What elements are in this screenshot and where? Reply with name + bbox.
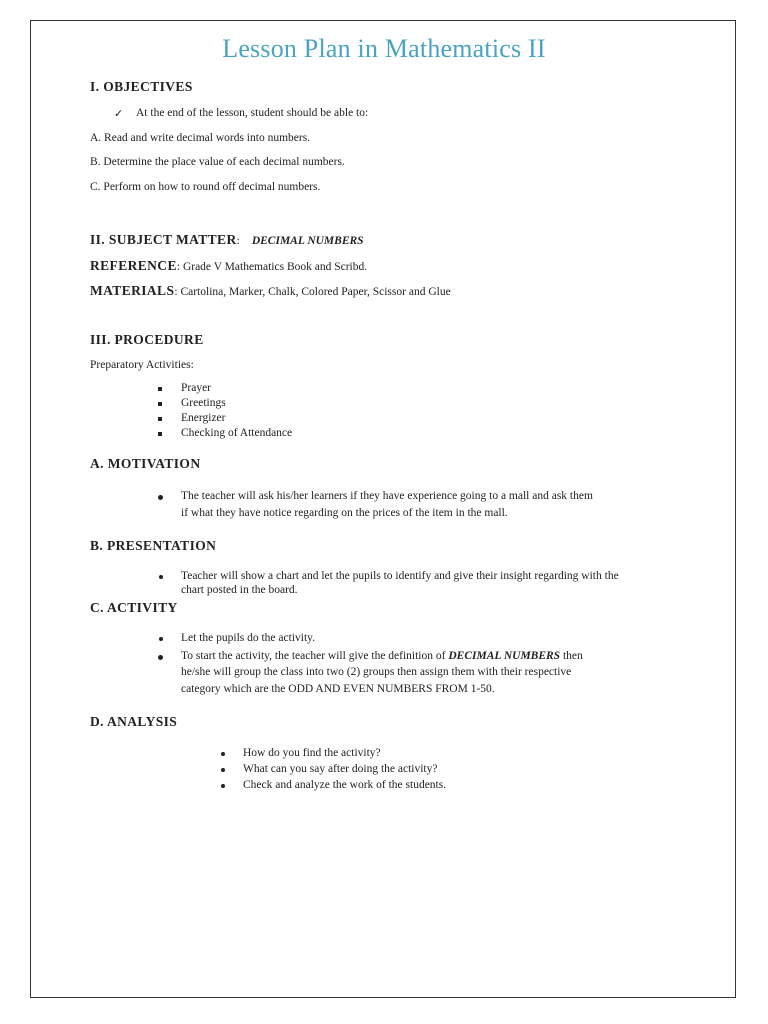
preparatory-label: Preparatory Activities: <box>90 359 194 371</box>
activity-item-2-line-1 <box>181 650 583 662</box>
subject-matter-line <box>90 231 364 249</box>
activity-item-2-line-3: category which are the ODD AND EVEN NUMBERS FROM 1-50. <box>181 683 495 695</box>
analysis-item: How do you find the activity? <box>243 747 381 759</box>
preparatory-item: Checking of Attendance <box>181 427 293 439</box>
square-bullet-icon <box>158 387 162 391</box>
round-bullet-icon <box>158 495 163 500</box>
presentation-line-1: Teacher will show a chart and let the pupils to identify and give their insight regarding with the <box>181 570 619 582</box>
reference-label: REFERENCE <box>90 258 177 273</box>
activity-item-2-emph: DECIMAL NUMBERS <box>448 650 561 662</box>
activity-item-2-pre: To start the activity, the teacher will give the definition of <box>181 650 449 662</box>
square-bullet-icon <box>158 432 162 436</box>
objective-item-b: B. Determine the place value of each decimal numbers. <box>90 156 345 168</box>
presentation-heading: B. PRESENTATION <box>90 538 217 553</box>
objectives-heading: I. OBJECTIVES <box>90 79 193 94</box>
square-bullet-icon <box>158 402 162 406</box>
preparatory-item: Prayer <box>181 382 212 394</box>
activity-item-2-post: then <box>560 650 583 662</box>
objective-item-a: A. Read and write decimal words into numbers. <box>90 132 311 144</box>
motivation-line-2: if what they have notice regarding on the prices of the item in the mall. <box>181 507 508 519</box>
analysis-item: What can you say after doing the activity? <box>243 763 438 775</box>
square-bullet-icon <box>158 417 162 421</box>
round-bullet-icon <box>221 784 225 788</box>
analysis-item: Check and analyze the work of the students. <box>243 779 447 791</box>
round-bullet-icon <box>159 575 163 579</box>
analysis-heading: D. ANALYSIS <box>90 714 178 729</box>
round-bullet-icon <box>159 637 163 641</box>
materials-label: MATERIALS <box>90 283 175 298</box>
activity-item-2-line-2: he/she will group the class into two (2) groups then assign them with their respective <box>181 666 572 678</box>
objectives-intro: At the end of the lesson, student should be able to: <box>136 107 369 119</box>
reference-line <box>90 257 367 275</box>
subject-matter-topic: DECIMAL NUMBERS <box>251 235 364 247</box>
document-title: Lesson Plan in Mathematics II <box>222 34 546 63</box>
materials-line <box>90 282 451 300</box>
procedure-heading: III. PROCEDURE <box>90 332 204 347</box>
materials-value: : Cartolina, Marker, Chalk, Colored Paper, Scissor and Glue <box>174 286 451 298</box>
round-bullet-icon <box>221 752 225 756</box>
preparatory-item: Energizer <box>181 412 226 424</box>
round-bullet-icon <box>158 655 163 660</box>
objective-item-c: C. Perform on how to round off decimal numbers. <box>90 181 321 193</box>
subject-matter-colon: : <box>236 235 240 247</box>
presentation-line-2: chart posted in the board. <box>181 584 298 596</box>
preparatory-item: Greetings <box>181 397 226 409</box>
subject-matter-heading: II. SUBJECT MATTER <box>90 232 237 247</box>
motivation-line-1: The teacher will ask his/her learners if they have experience going to a mall and ask them <box>181 490 593 502</box>
round-bullet-icon <box>221 768 225 772</box>
motivation-heading: A. MOTIVATION <box>90 456 201 471</box>
reference-value: : Grade V Mathematics Book and Scribd. <box>176 261 368 273</box>
check-icon: ✓ <box>114 108 124 120</box>
activity-item-1: Let the pupils do the activity. <box>181 632 316 644</box>
activity-heading: C. ACTIVITY <box>90 600 178 615</box>
